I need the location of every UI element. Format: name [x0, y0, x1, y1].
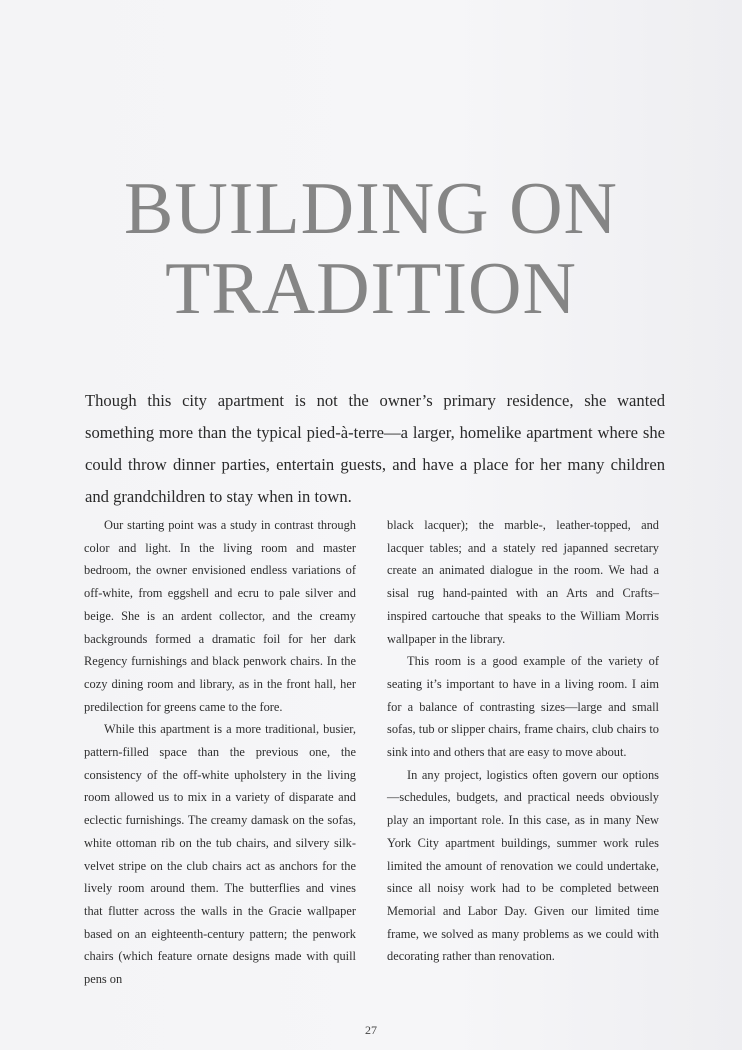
body-paragraph: In any project, logistics often govern our options—schedules, budgets, and practical needs obviously play an important role. In this case, as in many New York City apartment buildings, summer work rules limited the amount of renovation we could undertake, since all noisy work had to be completed between Memorial and Labor Day. Given our limited time frame, we solved as many problems as we could with decorating rather than renovation. — [387, 767, 659, 964]
right-column — [387, 514, 659, 968]
body-paragraph-continued: black lacquer); the marble-, leather-topped, and lacquer tables; and a stately red japanned secretary create an animated dialogue in the room. We had a sisal rug hand-painted with an Arts and Crafts–inspired cartouche that speaks to the William Morris wallpaper in the library. — [387, 518, 659, 646]
page-number: 27 — [365, 1023, 377, 1037]
chapter-title-line-1: BUILDING ON — [124, 168, 618, 250]
intro-paragraph: Though this city apartment is not the owner’s primary residence, she wanted something more than the typical pied-à-terre—a larger, homelike apartment where she could throw dinner parties, entertain guests, and have a place for her many children and grandchildren to stay when in town. — [85, 391, 665, 506]
body-paragraph: Our starting point was a study in contrast through color and light. In the living room and master bedroom, the owner envisioned endless variations of off-white, from eggshell and ecru to pale silver and beige. She is an ardent collector, and the creamy backgrounds formed a dramatic foil for her dark Regency furnishings and black penwork chairs. In the cozy dining room and library, as in the front hall, her predilection for greens came to the fore. — [84, 518, 356, 714]
chapter-title-line-2: TRADITION — [165, 248, 577, 330]
body-paragraph: While this apartment is a more traditional, busier, pattern-filled space than the previous one, the consistency of the off-white upholstery in the living room allowed us to mix in a variety of disparate and eclectic furnishings. The creamy damask on the sofas, white ottoman rib on the tub chairs, and silvery silk-velvet stripe on the club chairs act as anchors for the lively room around them. The butterflies and vines that flutter across the walls in the Gracie wallpaper based on an eighteenth-century pattern; the penwork chairs (which feature ornate designs made with quill pens on — [84, 722, 356, 987]
left-column — [84, 514, 356, 991]
body-paragraph: This room is a good example of the variety of seating it’s important to have in a living room. I aim for a balance of contrasting sizes—large and small sofas, tub or slipper chairs, frame chairs, club chairs to sink into and others that are easy to move about. — [387, 654, 659, 760]
